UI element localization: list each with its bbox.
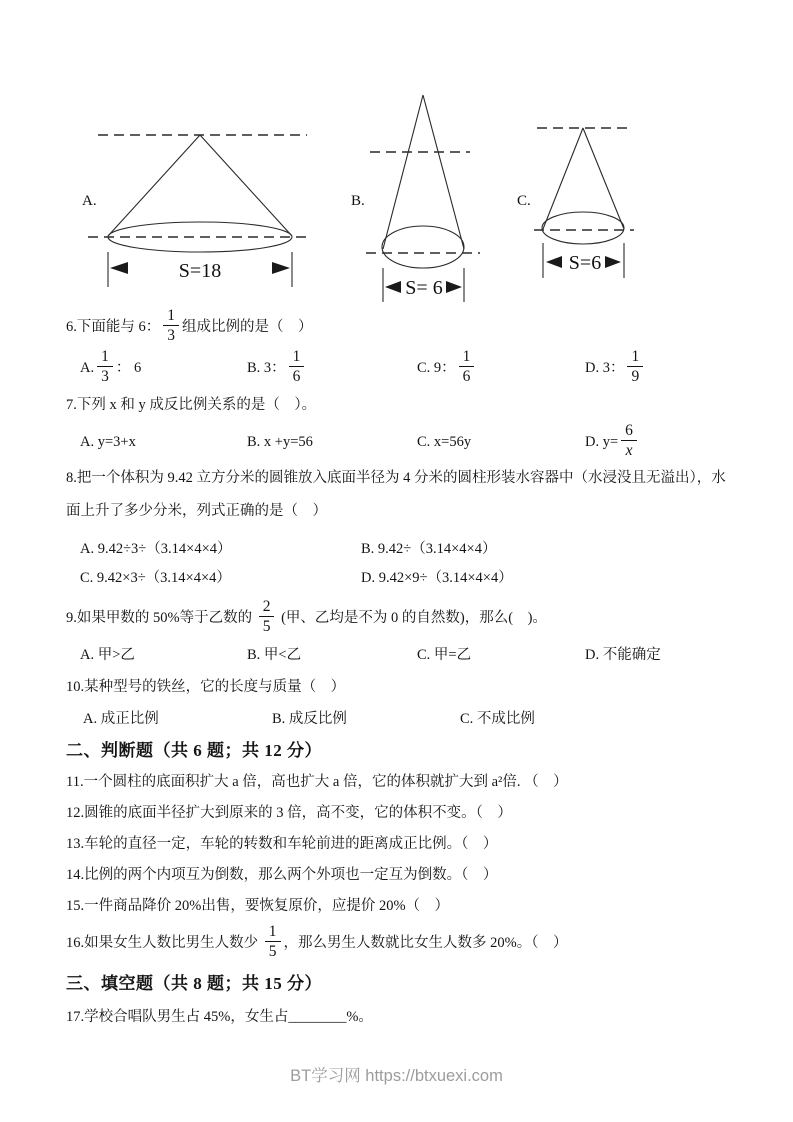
section-3-title: 三、填空题（共 8 题；共 15 分） <box>66 974 322 993</box>
site-footer: BT学习网 https://btxuexi.com <box>290 1067 503 1085</box>
option-b: B. 成反比例 <box>272 711 347 727</box>
fraction-numerator: 2 <box>259 598 275 617</box>
fraction-denominator: 6 <box>292 368 301 386</box>
question-6-stem-prefix: 6.下面能与 6： <box>66 319 161 335</box>
fraction-denominator: x <box>625 442 633 460</box>
cone-b-arrow-right-icon <box>446 281 462 293</box>
cone-a-label: A. <box>82 193 97 209</box>
cone-a-arrow-right-icon <box>272 262 290 274</box>
cone-c-arrow-right-icon <box>605 256 621 268</box>
option-a: A. 成正比例 <box>83 711 159 727</box>
cone-c-area-label: S=6 <box>568 252 602 274</box>
question-6-stem <box>66 306 730 348</box>
question-13: 13.车轮的直径一定，车轮的转数和车轮前进的距离成正比例。（ ） <box>66 836 498 852</box>
option-a: A. 9.42÷3÷（3.14×4×4） <box>80 541 232 557</box>
question-9-stem-suffix: (甲、乙均是不为 0 的自然数)，那么( )。 <box>277 610 547 626</box>
question-14: 14.比例的两个内项互为倒数，那么两个外项也一定互为倒数。（ ） <box>66 867 498 883</box>
option-b <box>247 348 417 388</box>
fraction-2-5 <box>259 598 275 636</box>
question-16-suffix: ，那么男生人数就比女生人数多 20%。（ ） <box>283 935 568 951</box>
question-15: 15.一件商品降价 20%出售，要恢复原价，应提价 20%（ ） <box>66 898 450 914</box>
fraction-denominator: 5 <box>268 943 277 961</box>
option-b: B. 9.42÷（3.14×4×4） <box>361 541 497 557</box>
cone-c-group <box>517 128 634 278</box>
question-7-stem: 7.下列 x 和 y 成反比例关系的是（ ）。 <box>66 397 317 413</box>
option-c: C. x=56y <box>417 434 472 450</box>
option-a <box>80 348 247 388</box>
cone-a-side-right <box>200 135 292 236</box>
cone-a-group <box>82 135 310 287</box>
option-b: B. x +y=56 <box>247 434 313 450</box>
option-a: A. 甲>乙 <box>80 647 135 663</box>
fraction-denominator: 3 <box>101 368 109 386</box>
cone-a-side-left <box>108 135 200 236</box>
option-b: B. 甲<乙 <box>247 647 302 663</box>
fraction-denominator: 5 <box>262 618 271 636</box>
cone-b-base-ellipse <box>382 226 464 268</box>
question-16 <box>66 922 730 964</box>
question-6-stem-suffix: 组成比例的是（ ） <box>182 319 313 335</box>
question-10-options <box>66 703 730 735</box>
option-a-prefix: A. <box>80 360 95 376</box>
fraction-numerator: 1 <box>627 348 643 367</box>
question-17: 17.学校合唱队男生占 45%，女生占________%。 <box>66 1009 373 1025</box>
question-7-options <box>66 422 730 462</box>
cone-c-arrow-left-icon <box>546 256 562 268</box>
option-c: C. 甲=乙 <box>417 647 472 663</box>
question-12: 12.圆锥的底面半径扩大到原来的 3 倍，高不变，它的体积不变。（ ） <box>66 805 512 821</box>
fraction-numerator: 1 <box>289 348 305 367</box>
option-c <box>417 348 585 388</box>
fraction-1-9 <box>627 348 643 386</box>
cone-b-arrow-left-icon <box>385 281 401 293</box>
fraction-denominator: 9 <box>631 368 640 386</box>
question-16-prefix: 16.如果女生人数比男生人数少 <box>66 935 262 951</box>
fraction-1-3 <box>163 307 179 345</box>
question-10-stem: 10.某种型号的铁丝，它的长度与质量（ ） <box>66 679 346 695</box>
question-9-options <box>66 639 730 671</box>
cone-diagrams <box>0 0 793 305</box>
cone-c-base-ellipse <box>542 212 624 244</box>
option-b-prefix: B. 3： <box>247 360 286 376</box>
question-9-stem-prefix: 9.如果甲数的 50%等于乙数的 <box>66 610 256 626</box>
option-a-suffix: ： 6 <box>115 360 142 376</box>
question-9-stem <box>66 597 730 639</box>
option-c: C. 不成比例 <box>460 711 535 727</box>
option-d-prefix: D. y= <box>585 434 619 450</box>
fraction-6-x <box>621 422 637 460</box>
fraction-denominator: 6 <box>462 368 471 386</box>
question-6-options <box>66 348 730 388</box>
question-8-options <box>66 535 730 593</box>
option-d: D. 9.42×9÷（3.14×4×4） <box>361 570 513 586</box>
fraction-1-6 <box>289 348 305 386</box>
cone-a-arrow-left-icon <box>110 262 128 274</box>
fraction-1-5 <box>265 923 281 961</box>
question-8-stem: 8.把一个体积为 9.42 立方分米的圆锥放入底面半径为 4 分米的圆柱形装水容器中（水浸没且无溢出），水面上升了多少分米，列式正确的是（ ） <box>66 470 726 519</box>
option-c-prefix: C. 9： <box>417 360 456 376</box>
fraction-numerator: 1 <box>459 348 475 367</box>
fraction-1-3 <box>97 348 113 386</box>
cone-a-area-label: S=18 <box>178 260 222 282</box>
question-body <box>66 306 730 1034</box>
fraction-numerator: 1 <box>97 348 113 367</box>
section-2-title: 二、判断题（共 6 题；共 12 分） <box>66 741 322 760</box>
cone-b-group <box>351 95 480 302</box>
fraction-numerator: 1 <box>265 923 281 942</box>
fraction-denominator: 3 <box>167 327 175 345</box>
cone-b-label: B. <box>351 193 365 209</box>
question-11: 11.一个圆柱的底面积扩大 a 倍，高也扩大 a 倍，它的体积就扩大到 a²倍. （ ） <box>66 774 568 790</box>
option-d: D. 不能确定 <box>585 647 661 663</box>
option-d-prefix: D. 3： <box>585 360 625 376</box>
fraction-numerator: 6 <box>621 422 637 441</box>
cone-c-label: C. <box>517 193 531 209</box>
fraction-numerator: 1 <box>163 307 179 326</box>
option-c: C. 9.42×3÷（3.14×4×4） <box>80 570 231 586</box>
option-d <box>585 422 730 462</box>
fraction-1-6 <box>459 348 475 386</box>
option-a: A. y=3+x <box>80 434 136 450</box>
cone-b-area-label: S= 6 <box>405 277 443 299</box>
option-d <box>585 348 730 388</box>
